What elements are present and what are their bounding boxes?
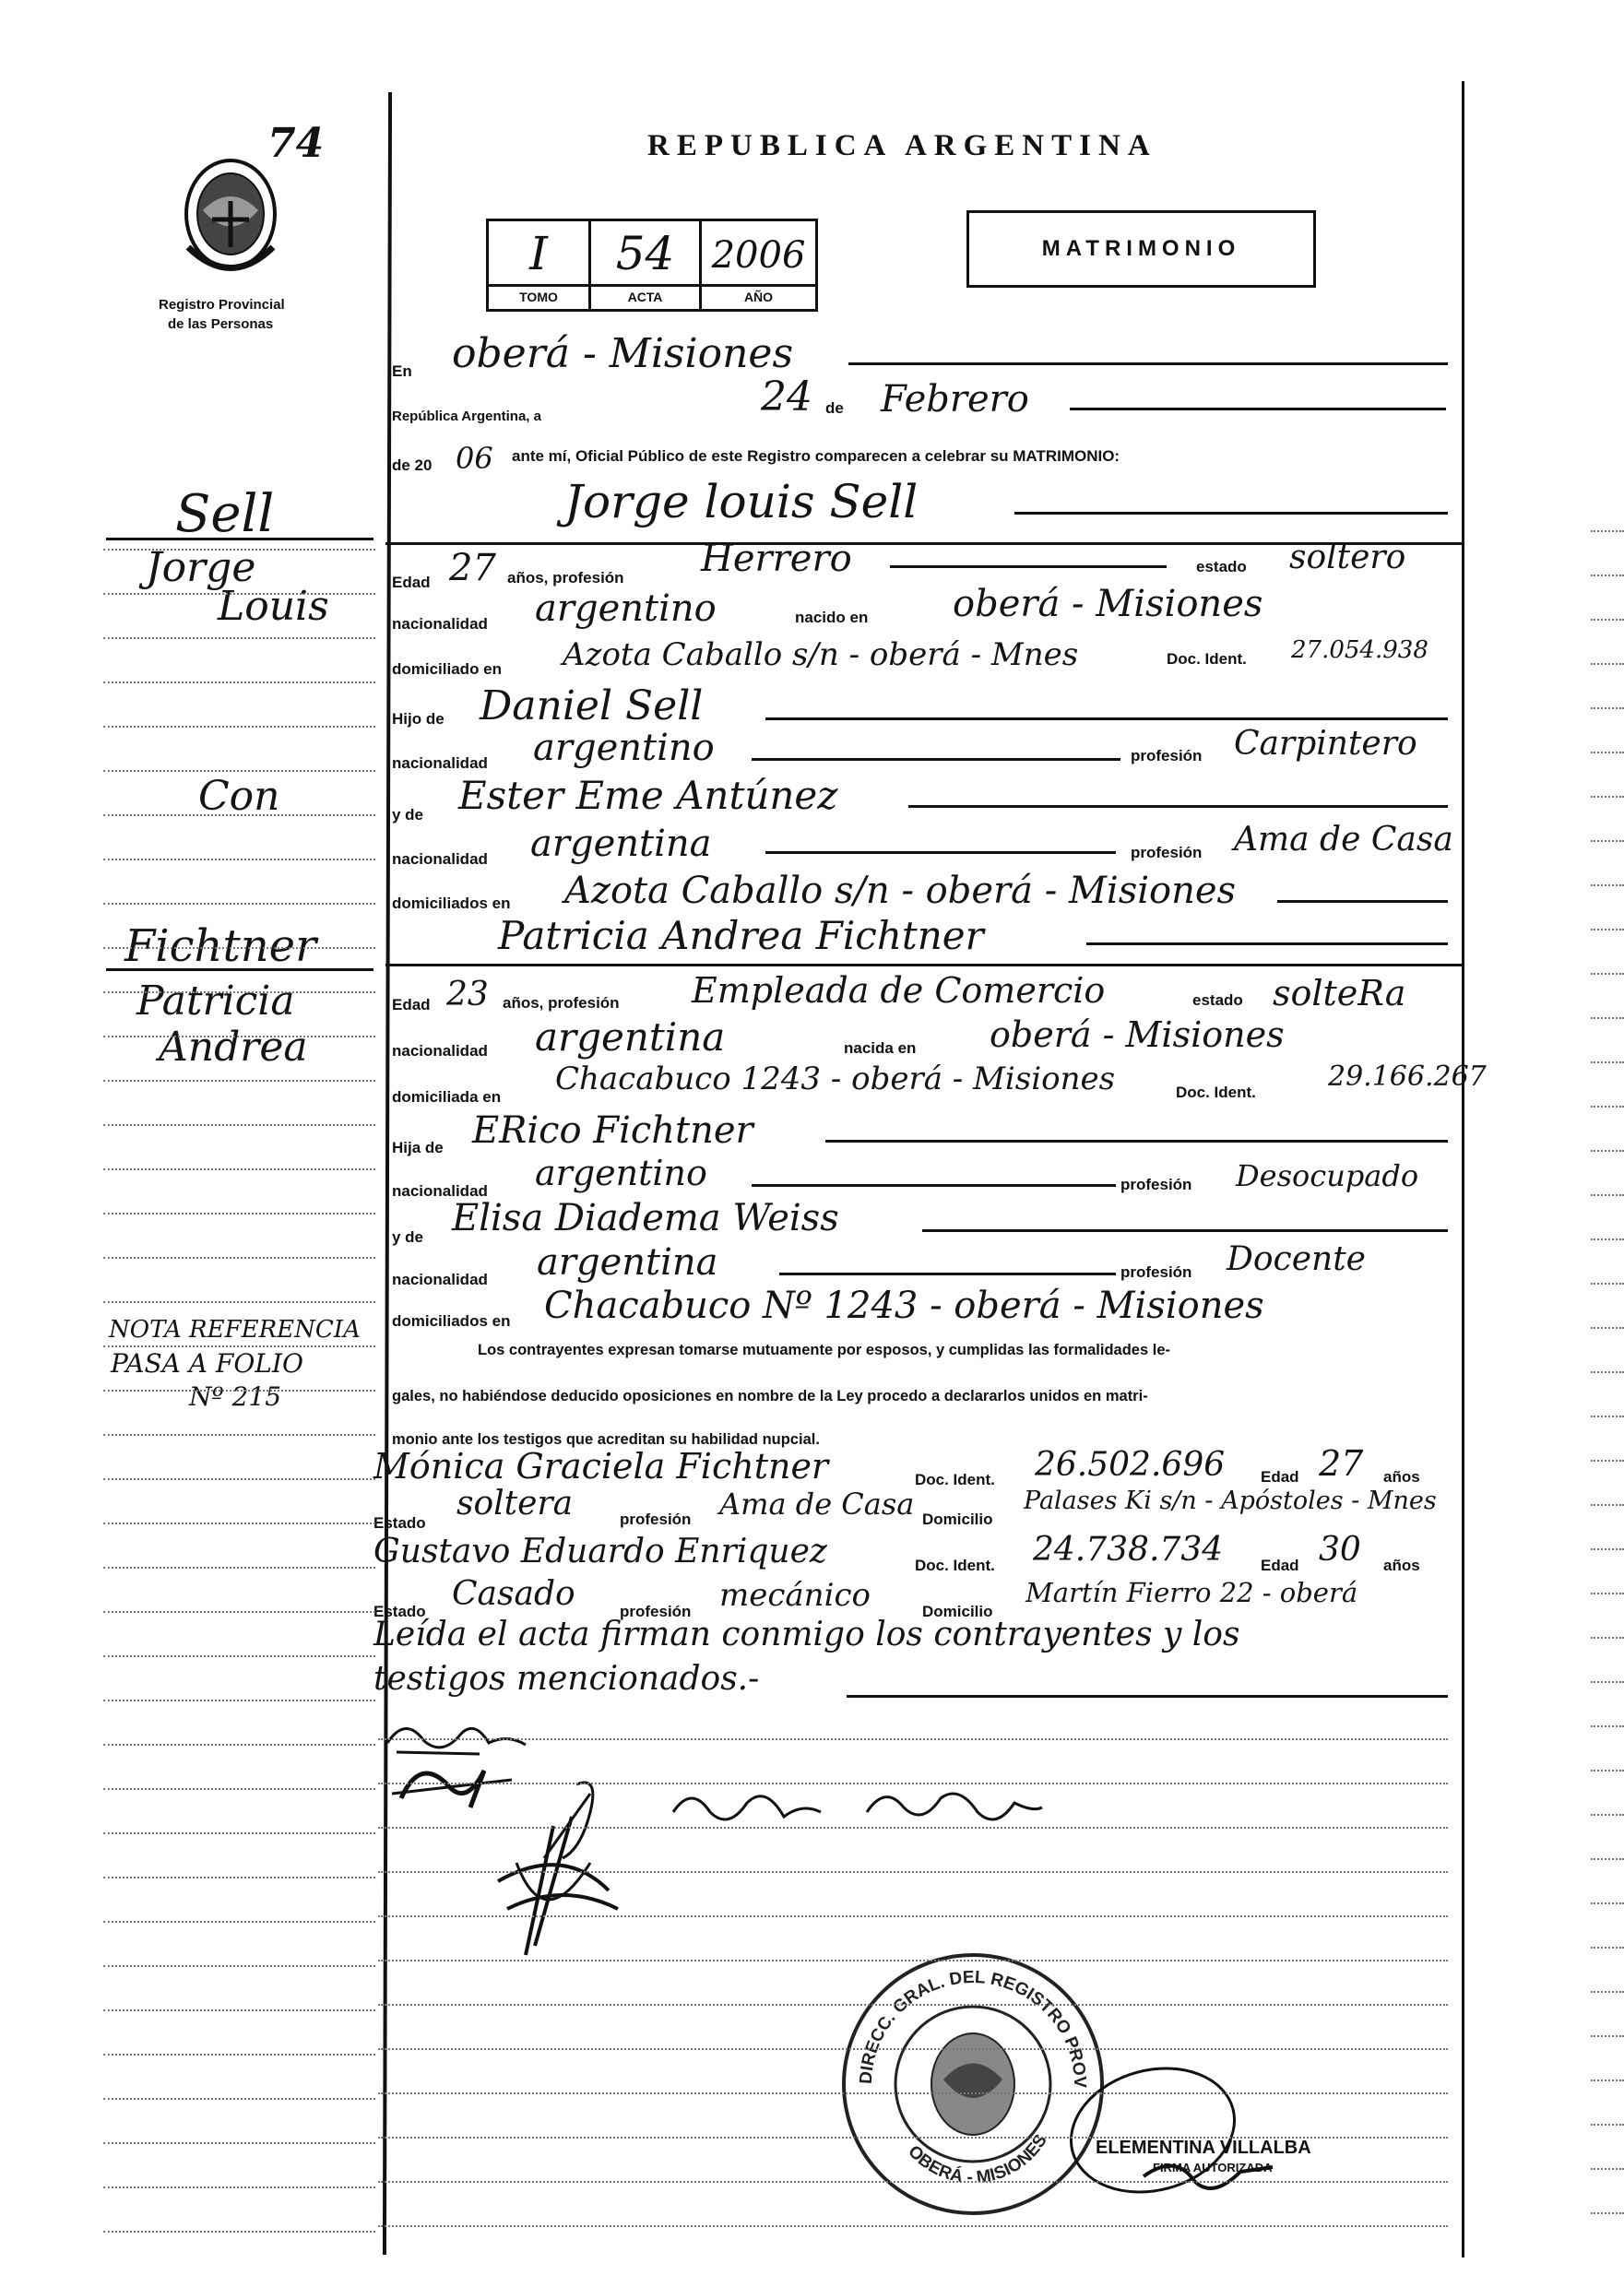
ano-label: AÑO [702,284,815,309]
groom-mother: Ester Eme Antúnez [458,773,838,818]
groom-father-profession: Carpintero [1234,725,1417,763]
margin-rule [103,903,375,905]
acta-cell [591,221,702,309]
bride-nacida-label: nacida en [844,1039,917,1057]
next-page-rule [1591,707,1624,709]
groom-nacido-label: nacido en [795,609,869,626]
ano-cell [702,221,815,309]
bride-doc: 29.166.267 [1328,1061,1487,1093]
bride-birthplace: oberá - Misiones [990,1014,1285,1055]
margin-groom-given2: Louis [218,583,329,630]
official-title: FIRMA AUTORIZADA [1153,2161,1273,2174]
margin-rule [103,1788,375,1790]
body-rule [378,2092,1448,2094]
witness2-profesion-label: profesión [620,1603,692,1620]
record-number-table [486,219,818,312]
declaration-line1: Los contrayentes expresan tomarse mutuamente por esposos, y cumplidas las formalidades le- [478,1342,1170,1358]
bride-profession: Empleada de Comercio [692,970,1106,1011]
bride-mother-line [922,1229,1448,1232]
margin-rule [103,2098,375,2100]
next-page-rule [1591,1681,1624,1683]
declaration-line2: gales, no habiéndose deducido oposiciones en nombre de la Ley procedo a declararlos unidos en matri- [392,1388,1148,1404]
bride-yde-label: y de [392,1228,424,1246]
margin-rule [103,1611,375,1613]
margin-bride-given1: Patricia [136,978,295,1025]
next-page-rule [1591,575,1624,576]
next-page-rule [1591,796,1624,798]
margin-rule [103,814,375,816]
groom-father-nac-label: nacionalidad [392,754,488,772]
groom-name: Jorge louis Sell [564,475,919,528]
next-page-rule [1591,1504,1624,1506]
margin-con: Con [198,773,280,820]
groom-father-prof-label: profesión [1131,747,1203,764]
body-rule [378,1783,1448,1784]
official-name: ELEMENTINA VILLALBA [1096,2138,1311,2158]
official-signature-scribble [1139,2149,1286,2204]
margin-bride-underline [106,968,373,971]
groom-edad-label: Edad [392,574,431,591]
witness2-profession: mecánico [719,1577,871,1614]
svg-text:OBERÁ - MISIONES [904,2131,1051,2187]
bride-father-nat-line [752,1184,1116,1187]
tomo-value: I [529,227,548,280]
groom-domiciliados-label: domiciliados en [392,895,511,912]
next-page-rule [1591,2080,1624,2081]
groom-nationality: argentino [535,587,717,630]
body-rule [378,2181,1448,2183]
next-page-rule [1591,1902,1624,1904]
month-line [1070,408,1446,410]
closing-line1: Leída el acta firman conmigo los contrayentes y los [373,1616,1240,1653]
margin-rule [103,1877,375,1878]
margin-rule [103,1213,375,1215]
witness1-state: soltera [456,1485,574,1523]
bride-mother: Elisa Diadema Weiss [452,1197,839,1239]
margin-rule [103,2009,375,2011]
bride-parents-address: Chacabuco Nº 1243 - oberá - Misiones [544,1285,1264,1327]
body-rule [378,2004,1448,2006]
day: 24 [761,373,812,421]
bride-domiciliada-label: domiciliada en [392,1088,502,1106]
year-suffix: 06 [456,441,493,476]
bride-civil-state: solteRa [1273,973,1406,1013]
body-rule [378,1738,1448,1740]
margin-rule [103,1390,375,1392]
groom-age: 27 [449,547,496,589]
registry-name-line2: de las Personas [168,316,274,332]
witness2-age: 30 [1319,1531,1361,1569]
margin-rule [103,2054,375,2056]
margin-rule [103,1744,375,1746]
bride-mother-profession: Docente [1227,1240,1366,1278]
bride-doc-label: Doc. Ident. [1176,1084,1256,1101]
margin-rule [103,1124,375,1126]
groom-mother-line [908,805,1448,808]
next-page-rule [1591,1194,1624,1196]
next-page-rule [1591,2168,1624,2170]
witness2-doc-label: Doc. Ident. [915,1557,995,1574]
groom-parents-addr-line [1277,900,1448,903]
right-margin-rule [1462,81,1464,2257]
witness1-domicilio-label: Domicilio [922,1511,993,1528]
margin-bride-surname: Fichtner [124,920,317,972]
witness2-doc: 24.738.734 [1033,1531,1224,1569]
next-page-rule [1591,1238,1624,1240]
margin-rule [103,637,375,639]
tomo-label: TOMO [489,284,588,309]
margin-rule [103,1301,375,1303]
groom-profession: Herrero [701,538,852,580]
bride-name-line [1086,942,1448,945]
witness1-age: 27 [1319,1443,1364,1484]
margin-rule [103,1478,375,1480]
label-republica: República Argentina, a [392,409,541,424]
witness2-address: Martín Fierro 22 - oberá [1025,1577,1358,1608]
groom-civil-state: soltero [1289,539,1406,576]
place-line [848,362,1448,365]
next-page-rule [1591,2124,1624,2126]
seal-ring-top-text: DIRECC. GRAL. DEL REGISTRO PROVINCIAL DE LAS PERSONAS [827,1931,1090,2089]
margin-rule [103,1434,375,1436]
groom-anos-profesion-label: años, profesión [507,569,624,587]
next-page-rule [1591,1947,1624,1949]
body-rule [378,2225,1448,2227]
margin-groom-underline [106,538,373,540]
body-rule [378,1871,1448,1873]
margin-note-line2: PASA A FOLIO [111,1348,303,1379]
witness1-doc: 26.502.696 [1035,1446,1226,1484]
bride-mother-nationality: argentina [537,1241,718,1284]
groom-father-nationality: argentino [533,727,715,769]
bride-name: Patricia Andrea Fichtner [498,913,984,958]
margin-rule [103,1655,375,1657]
margin-rule [103,1345,375,1347]
bride-domiciliados-label: domiciliados en [392,1312,511,1330]
next-page-rule [1591,840,1624,842]
margin-rule [103,1832,375,1834]
document-type-box: MATRIMONIO [966,210,1316,288]
next-page-rule [1591,1814,1624,1816]
bride-nationality: argentina [535,1014,726,1060]
witness1-anos-label: años [1383,1468,1420,1486]
seal-ring-bottom-text: OBERÁ - MISIONES [904,2131,1051,2188]
witness1-edad-label: Edad [1261,1468,1299,1486]
bride-father: ERico Fichtner [472,1109,753,1152]
margin-rule [103,1567,375,1569]
margin-rule [103,859,375,860]
next-page-rule [1591,1548,1624,1550]
groom-profession-line [890,565,1167,568]
next-page-rule [1591,1460,1624,1462]
bride-address: Chacabuco 1243 - oberá - Misiones [555,1061,1116,1097]
next-page-rule [1591,1283,1624,1285]
acta-value: 54 [615,227,675,280]
margin-rule [103,1080,375,1082]
next-page-rule [1591,752,1624,753]
bride-mother-nac-label: nacionalidad [392,1271,488,1288]
acta-label: ACTA [591,284,699,309]
next-page-rule [1591,1150,1624,1152]
margin-rule [103,1921,375,1923]
body-rule [378,1960,1448,1961]
bride-edad-label: Edad [392,996,431,1013]
margin-rule [103,593,375,595]
margin-rule [103,2142,375,2144]
bride-separator [385,964,1462,966]
bride-father-line [825,1140,1448,1143]
next-page-rule [1591,1371,1624,1373]
groom-mother-nat-line [765,851,1116,854]
groom-parents-address: Azota Caballo s/n - oberá - Misiones [564,870,1237,912]
margin-note-line1: NOTA REFERENCIA [109,1316,361,1344]
next-page-rule [1591,1991,1624,1993]
bride-estado-label: estado [1192,991,1243,1009]
witness1-profession: Ama de Casa [719,1487,915,1522]
next-page-rule [1591,2035,1624,2037]
next-page-rule [1591,619,1624,621]
label-year-post: ante mí, Oficial Público de este Registro comparecen a celebrar su MATRIMONIO: [512,447,1120,465]
next-page-rule [1591,929,1624,930]
next-page-rule [1591,663,1624,665]
place: oberá - Misiones [452,330,794,377]
label-year-prefix: de 20 [392,456,433,474]
groom-hijo-label: Hijo de [392,710,445,728]
bride-mother-nat-line [779,1273,1116,1275]
next-page-rule [1591,2212,1624,2214]
margin-bride-given2: Andrea [159,1024,308,1071]
page-number: 74 [267,120,325,167]
witness1-profesion-label: profesión [620,1511,692,1528]
groom-father-nat-line [752,758,1120,761]
signature-bride [480,1807,627,1964]
next-page-rule [1591,530,1624,532]
groom-doc: 27.054.938 [1291,636,1428,664]
margin-rule [103,1523,375,1524]
next-page-rule [1591,1637,1624,1639]
groom-birthplace: oberá - Misiones [953,583,1263,625]
label-de: de [825,399,844,417]
next-page-rule [1591,1593,1624,1594]
tomo-cell [489,221,591,309]
witness2-domicilio-label: Domicilio [922,1603,993,1620]
bride-anos-profesion-label: años, profesión [503,994,620,1012]
witness1-doc-label: Doc. Ident. [915,1471,995,1488]
margin-rule [103,1257,375,1259]
groom-mother-nac-label: nacionalidad [392,850,488,868]
groom-domiciliado-label: domiciliado en [392,660,503,678]
groom-father: Daniel Sell [480,682,704,729]
margin-groom-given1: Jorge [146,544,256,591]
groom-address: Azota Caballo s/n - oberá - Mnes [563,636,1079,673]
bride-father-nationality: argentino [535,1153,707,1193]
bride-hija-label: Hija de [392,1139,444,1156]
next-page-rule [1591,1017,1624,1019]
witness1-name: Mónica Graciela Fichtner [373,1446,829,1487]
witness2-anos-label: años [1383,1557,1420,1574]
witness2-edad-label: Edad [1261,1557,1299,1574]
next-page-rule [1591,973,1624,975]
closing-line2-dash [847,1695,1448,1698]
witness2-name: Gustavo Eduardo Enriquez [373,1533,827,1570]
witness1-address: Palases Ki s/n - Apóstoles - Mnes [1024,1487,1437,1515]
ano-value: 2006 [711,234,806,277]
next-page-rule [1591,884,1624,886]
margin-rule [103,2186,375,2188]
witness2-estado-label: Estado [373,1603,426,1620]
bride-age: 23 [446,976,489,1013]
body-rule [378,1827,1448,1829]
witness2-state: Casado [452,1575,575,1613]
groom-mother-profession: Ama de Casa [1234,821,1453,859]
next-page-rule [1591,1725,1624,1727]
groom-yde-label: y de [392,806,424,824]
groom-estado-label: estado [1196,558,1247,575]
label-en: En [392,362,412,380]
document-title: REPUBLICA ARGENTINA [647,129,1157,162]
margin-rule [103,549,375,551]
groom-father-line [765,717,1448,720]
margin-rule [103,2231,375,2233]
groom-nacionalidad-label: nacionalidad [392,615,488,633]
coat-of-arms-icon [175,155,286,279]
margin-rule [103,947,375,949]
body-rule [378,1915,1448,1917]
margin-rule [103,1700,375,1701]
body-rule [378,2137,1448,2139]
next-page-rule [1591,1416,1624,1417]
margin-rule [103,1965,375,1967]
month: Febrero [881,378,1029,421]
margin-rule [103,1168,375,1170]
next-page-rule [1591,1858,1624,1860]
margin-rule [103,726,375,728]
left-margin-rule [383,92,392,2255]
declaration-line3: monio ante los testigos que acreditan su habilidad nupcial. [392,1431,820,1448]
bride-father-prof-label: profesión [1120,1176,1192,1193]
bride-nacionalidad-label: nacionalidad [392,1042,488,1060]
next-page-rule [1591,1106,1624,1108]
margin-groom-surname: Sell [175,484,275,544]
bride-father-profession: Desocupado [1236,1158,1419,1193]
body-rule [378,2048,1448,2050]
margin-note-line3: Nº 215 [189,1381,282,1412]
groom-name-line [1014,512,1448,515]
witness1-estado-label: Estado [373,1514,426,1532]
next-page-rule [1591,1770,1624,1772]
closing-line2: testigos mencionados.- [373,1660,760,1698]
bride-father-nac-label: nacionalidad [392,1182,488,1200]
next-page-rule [1591,1061,1624,1063]
registry-name-line1: Registro Provincial [159,297,285,313]
margin-rule [103,770,375,772]
bride-mother-prof-label: profesión [1120,1263,1192,1281]
margin-rule [103,991,375,993]
margin-rule [103,1036,375,1037]
groom-mother-nationality: argentina [530,823,712,865]
next-page-rule [1591,1327,1624,1329]
groom-doc-label: Doc. Ident. [1167,650,1247,668]
margin-rule [103,681,375,683]
groom-mother-prof-label: profesión [1131,844,1203,861]
